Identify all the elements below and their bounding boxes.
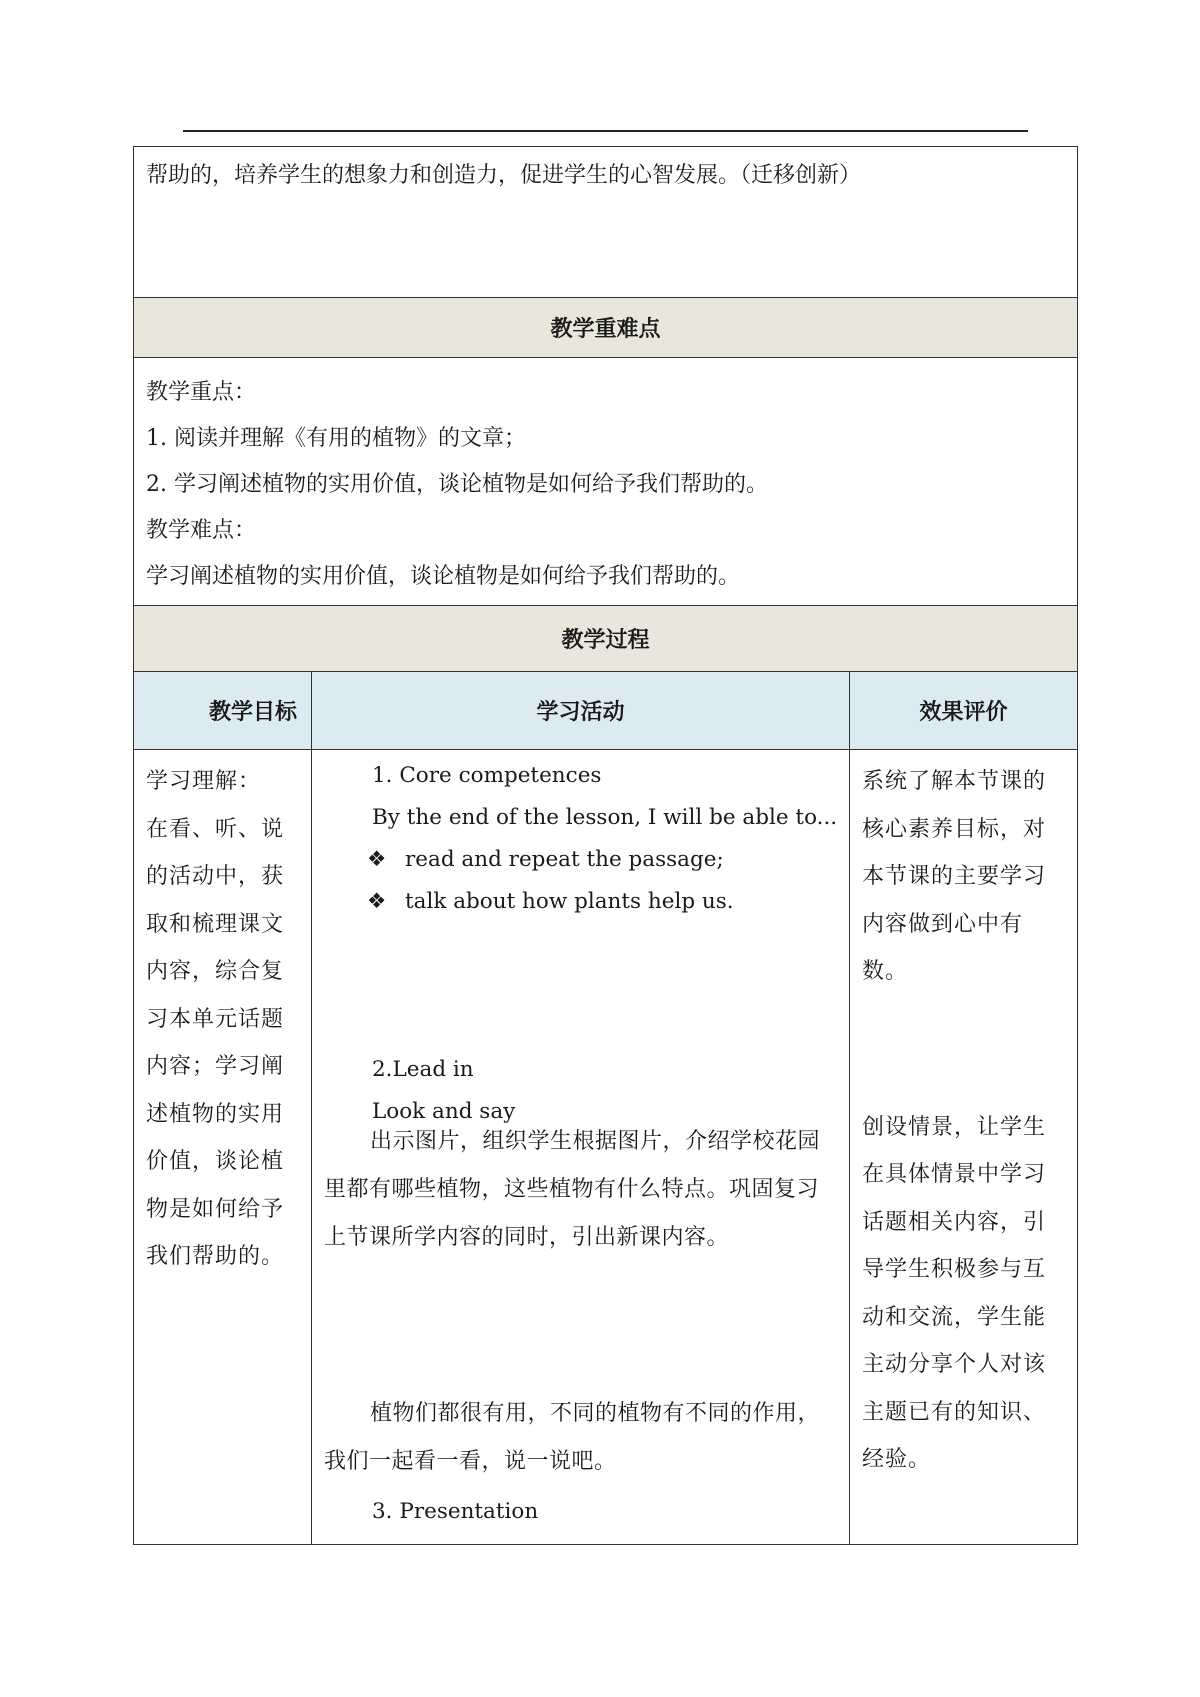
diamond-bullet-icon: ❖ — [367, 889, 387, 914]
eval-line: 话题相关内容，引 — [862, 1209, 1047, 1235]
eval-line: 数。 — [862, 959, 909, 984]
process-title: 教学过程 — [561, 627, 650, 653]
eval-line: 主题已有的知识、 — [862, 1399, 1047, 1425]
diamond-bullet-icon: ❖ — [367, 847, 387, 872]
key-point-1: 1. 阅读并理解《有用的植物》的文章； — [146, 426, 526, 451]
key-points-title: 教学重难点 — [550, 316, 661, 342]
eval-line: 核心素养目标，对 — [862, 816, 1047, 842]
process-column-headers — [133, 672, 1078, 750]
eval-line: 经验。 — [862, 1447, 932, 1472]
plants-paragraph: 植物们都很有用，不同的植物有不同的作用，我们一起看一看，说一说吧。 — [324, 1401, 821, 1474]
bullet-item — [367, 847, 724, 872]
goal-line: 物是如何给予 — [146, 1196, 285, 1222]
core-competences-heading: 1. Core competences — [372, 763, 602, 788]
difficulty-label: 教学难点： — [146, 518, 257, 543]
bullet-text: talk about how plants help us. — [405, 889, 734, 914]
goals-cell — [134, 750, 312, 1544]
continued-objective-row — [133, 146, 1078, 298]
goal-line: 的活动中，获 — [146, 864, 285, 889]
bullet-text: read and repeat the passage; — [405, 847, 724, 872]
core-competences-intro: By the end of the lesson, I will be able to... — [372, 805, 838, 830]
column-header-evaluation: 效果评价 — [919, 699, 1008, 725]
lead-in-paragraph: 出示图片，组织学生根据图片，介绍学校花园里都有哪些植物，这些植物有什么特点。巩固复习上节课所学内容的同时，引出新课内容。 — [324, 1129, 821, 1250]
key-point-2: 2. 学习阐述植物的实用价值，谈论植物是如何给予我们帮助的。 — [146, 472, 768, 497]
goal-line: 习本单元话题 — [146, 1006, 285, 1032]
goal-line: 学习理解： — [146, 769, 262, 794]
eval-line: 内容做到心中有 — [862, 911, 1024, 937]
lead-in-subheading: Look and say — [372, 1099, 516, 1124]
column-header-activities: 学习活动 — [312, 672, 850, 749]
presentation-heading: 3. Presentation — [372, 1499, 539, 1524]
difficulty-text: 学习阐述植物的实用价值，谈论植物是如何给予我们帮助的。 — [146, 564, 741, 589]
process-header — [133, 606, 1078, 672]
lesson-plan-table — [133, 146, 1078, 1545]
eval-block-2 — [862, 1104, 1067, 1484]
header-rule — [183, 130, 1028, 132]
goal-line: 在看、听、说 — [146, 816, 285, 842]
column-header-goals: 教学目标 — [134, 672, 312, 749]
eval-line: 创设情景，让学生 — [862, 1114, 1047, 1140]
eval-line: 动和交流，学生能 — [862, 1304, 1047, 1330]
key-points-body — [133, 358, 1078, 606]
goal-line: 取和梳理课文 — [146, 911, 285, 937]
goal-line: 述植物的实用 — [146, 1101, 285, 1127]
bullet-item — [367, 889, 734, 914]
eval-line: 主动分享个人对该 — [862, 1352, 1047, 1377]
goal-line: 内容；学习阐 — [146, 1054, 285, 1079]
eval-line: 在具体情景中学习 — [862, 1162, 1047, 1187]
eval-line: 本节课的主要学习 — [862, 864, 1047, 889]
goal-line: 价值，谈论植 — [146, 1149, 285, 1174]
evaluation-cell — [850, 750, 1077, 1544]
key-points-label: 教学重点： — [146, 380, 257, 405]
activities-cell — [312, 750, 850, 1544]
lead-in-heading: 2.Lead in — [372, 1057, 474, 1082]
process-body-row — [133, 750, 1078, 1545]
goal-line: 我们帮助的。 — [146, 1244, 285, 1269]
key-points-header — [133, 298, 1078, 358]
continued-objective-text: 帮助的，培养学生的想象力和创造力，促进学生的心智发展。（迁移创新） — [146, 163, 862, 188]
eval-line: 系统了解本节课的 — [862, 769, 1047, 794]
eval-line: 导学生积极参与互 — [862, 1257, 1047, 1282]
goal-line: 内容，综合复 — [146, 959, 285, 984]
